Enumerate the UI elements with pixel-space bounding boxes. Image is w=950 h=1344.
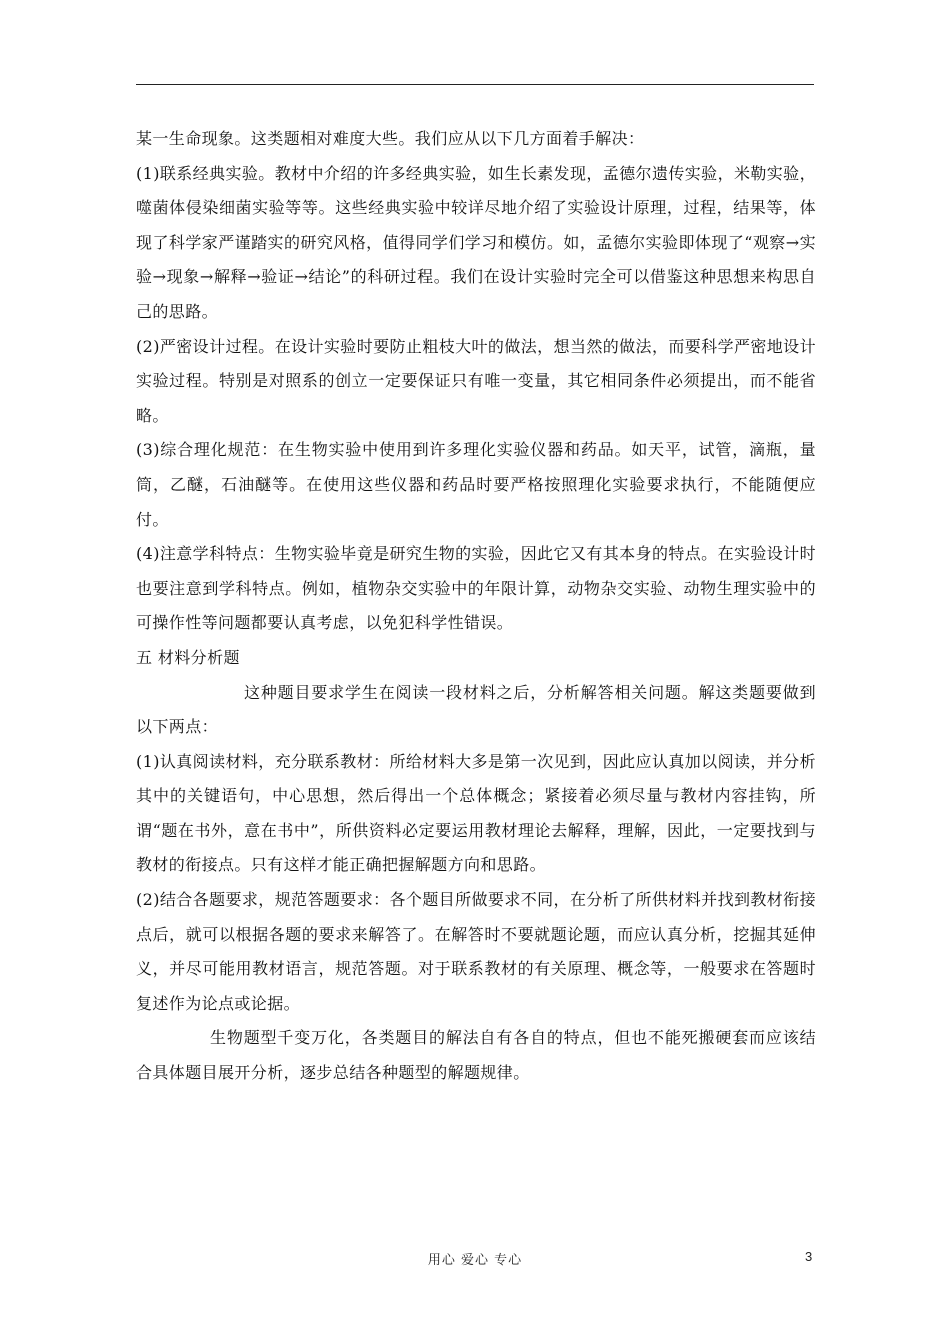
page-number: 3: [805, 1249, 813, 1264]
section-heading-material-analysis: 五 材料分析题: [136, 647, 240, 667]
paragraph-material-intro: 这种题目要求学生在阅读一段材料之后，分析解答相关问题。解这类题要做到以下两点：: [136, 682, 816, 737]
paragraph-rigorous-design: (2)严密设计过程。在设计实验时要防止粗枝大叶的做法，想当然的做法，而要科学严密地设计实验过程。特别是对照系的创立一定要保证只有唯一变量，其它相同条件必须提出，而不能省略。: [136, 336, 816, 425]
footer-slogan: 用心 爱心 专心: [427, 1253, 523, 1268]
body-text: [136, 122, 816, 1091]
paragraph-answer-requirements: (2)结合各题要求，规范答题要求：各个题目所做要求不同，在分析了所供材料并找到教材衔接点后，就可以根据各题的要求来解答了。在解答时不要就题论题，而应认真分析，挖掘其延伸义，并尽可能用教材语言，规范答题。对于联系教材的有关原理、概念等，一般要求在答题时复述作为论点或论据。: [136, 890, 816, 1013]
paragraph-subject-features: (4)注意学科特点：生物实验毕竟是研究生物的实验，因此它又有其本身的特点。在实验设计时也要注意到学科特点。例如，植物杂交实验中的年限计算，动物杂交实验、动物生理实验中的可操作性等问题都要认真考虑，以免犯科学性错误。: [136, 544, 816, 633]
header-rule: [136, 84, 814, 85]
paragraph-conclusion: 生物题型千变万化，各类题目的解法自有各自的特点，但也不能死搬硬套而应该结合具体题目展开分析，逐步总结各种题型的解题规律。: [136, 1028, 816, 1083]
paragraph-physics-chemistry-norms: (3)综合理化规范：在生物实验中使用到许多理化实验仪器和药品。如天平，试管，滴瓶，量筒，乙醚，石油醚等。在使用这些仪器和药品时要严格按照理化实验要求执行，不能随便应付。: [136, 440, 816, 529]
paragraph-read-materials: (1)认真阅读材料，充分联系教材：所给材料大多是第一次见到，因此应认真加以阅读，并分析其中的关键语句，中心思想，然后得出一个总体概念；紧接着必须尽量与教材内容挂钩，所谓“题在书外，意在书中”，所供资料必定要运用教材理论去解释，理解，因此，一定要找到与教材的衔接点。只有这样才能正确把握解题方向和思路。: [136, 751, 816, 875]
paragraph-intro: 某一生命现象。这类题相对难度大些。我们应从以下几方面着手解决：: [136, 129, 645, 148]
paragraph-classic-experiments: (1)联系经典实验。教材中介绍的许多经典实验，如生长素发现，孟德尔遗传实验，米勒实验，噬菌体侵染细菌实验等等。这些经典实验中较详尽地介绍了实验设计原理，过程，结果等，体现了科学家严谨踏实的研究风格，值得同学们学习和模仿。如，孟德尔实验即体现了“观察→实验→现象→解释→验证→结论”的科研过程。我们在设计实验时完全可以借鉴这种思想来构思自己的思路。: [136, 163, 816, 321]
